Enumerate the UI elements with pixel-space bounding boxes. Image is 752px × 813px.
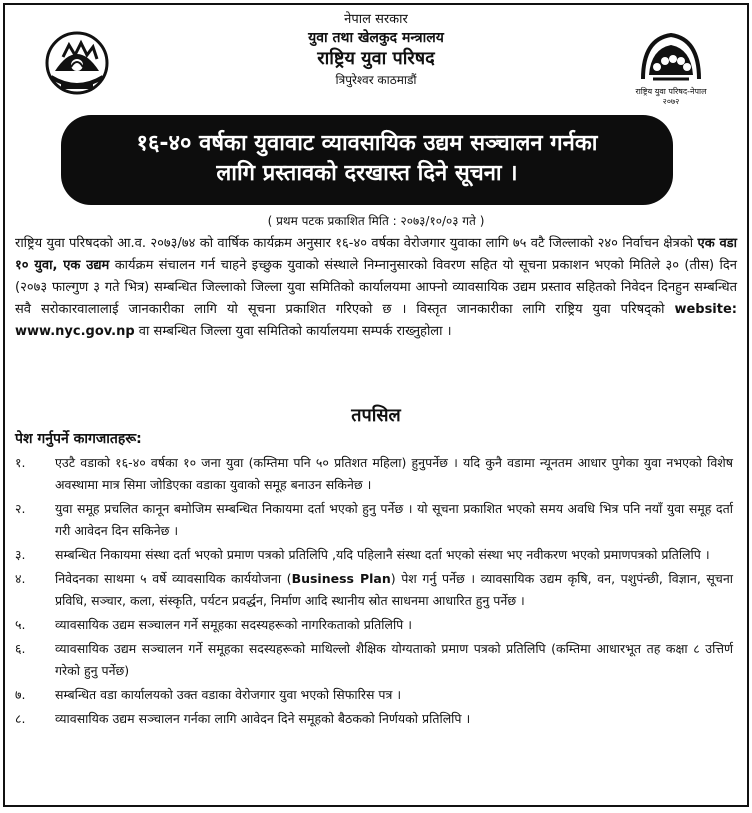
item-number: ४. — [15, 571, 26, 586]
item-number: ७. — [15, 687, 26, 702]
logo-year: २०७२ — [662, 97, 680, 106]
list-item — [15, 498, 733, 542]
list-item — [15, 684, 733, 706]
program-name: एक वडा १० युवा, एक उद्यम — [15, 236, 737, 273]
body-text-3: वा सम्बन्धित जिल्ला युवा समितिको कार्यालयमा सम्पर्क राख्नुहोला । — [134, 324, 452, 339]
notice-page — [3, 3, 749, 807]
list-item — [15, 544, 733, 566]
title-line-1: १६-४० वर्षका युवावाट व्यावसायिक उद्यम सञ्चालन गर्नका — [136, 131, 598, 156]
logo-caption: राष्ट्रिय युवा परिषद-नेपाल — [635, 87, 707, 96]
header — [5, 5, 747, 117]
item-number: ५. — [15, 617, 26, 632]
tapsil-heading: तपसिल — [351, 405, 401, 426]
nyc-logo — [631, 27, 711, 111]
item-text: एउटै वडाको १६-४० वर्षका १० जना युवा (कम्तिमा पनि ५० प्रतिशत महिला) हुनुपर्नेछ । यदि कुनै वडामा न्यूनतम आधार पुगेका युवा नभएको विशेष अवस्थामा मात्र सिमा जोडिएका वडाका युवाको समूह बनाउन सकिनेछ । — [55, 455, 733, 492]
list-item — [15, 452, 733, 496]
item-text: व्यावसायिक उद्यम सञ्चालन गर्ने समूहका सदस्यहरूको नागरिकताको प्रतिलिपि । — [55, 617, 412, 632]
list-item — [15, 638, 733, 682]
documents-list — [15, 452, 733, 732]
body-text-2: कार्यक्रम संचालन गर्न चाहने इच्छुक युवाको संस्थाले निम्नानुसारको विवरण सहित यो सूचना प्रकाशन भएको मितिले ३० (तीस) दिन (२०७३ फाल्गुण ३ गते भित्र) सम्बन्धित जिल्लाको जिल्ला युवा समितिको कार्यालयमा आफ्नो व्यावसायिक उद्यम प्रस्ताव सहितको निवेदन दिनहुन सम्बन्धित सवै सरोकारवालालाई जानकारीका लागि यो सूचना प्रकाशित गरिएको छ । विस्तृत जानकारीका लागि राष्ट्रिय युवा परिषद्को — [15, 258, 737, 317]
item-text: सम्बन्धित निकायमा संस्था दर्ता भएको प्रमाण पत्रको प्रतिलिपि ,यदि पहिलानै संस्था दर्ता भएको संस्था भए नवीकरण भएको प्रमाणपत्रको प्रतिलिपि । — [55, 547, 710, 562]
item-number: १. — [15, 455, 26, 470]
website-link[interactable]: website: www.nyc.gov.np — [15, 302, 737, 339]
documents-heading: पेश गर्नुपर्ने कागजातहरू: — [15, 431, 142, 447]
council-name: राष्ट्रिय युवा परिषद — [317, 48, 435, 69]
item-number: ३. — [15, 547, 26, 562]
item-number: ६. — [15, 641, 26, 656]
ministry-name: युवा तथा खेलकुद मन्त्रालय — [308, 30, 444, 46]
item-number: २. — [15, 501, 26, 516]
notice-title-banner — [61, 115, 673, 205]
notice-body — [15, 233, 737, 343]
item-text — [55, 568, 733, 612]
item-text: व्यावसायिक उद्यम सञ्चालन गर्ने समूहका सदस्यहरूको माथिल्लो शैक्षिक योग्यताको प्रमाण पत्रको प्रतिलिपि (कम्तिमा आधारभूत तह कक्षा ८ उत्तिर्ण गरेको हुनु पर्नेछ) — [55, 641, 733, 678]
nyc-logo-icon — [635, 27, 707, 87]
item-text: व्यावसायिक उद्यम सञ्चालन गर्नका लागि आवेदन दिने समूहको बैठकको निर्णयको प्रतिलिपि । — [55, 711, 471, 726]
publish-date: ( प्रथम पटक प्रकाशित मिति : २०७३/१०/०३ गते ) — [267, 214, 485, 228]
body-text-1: राष्ट्रिय युवा परिषदको आ.व. २०७३/७४ को वार्षिक कार्यक्रम अनुसार १६-४० वर्षका वेरोजगार युवाका लागि ७५ वटै जिल्लाको २४० निर्वाचन क्षेत्रको — [15, 236, 698, 251]
item-text: सम्बन्धित वडा कार्यालयको उक्त वडाका वेरोजगार युवा भएको सिफारिस पत्र । — [55, 687, 402, 702]
list-item — [15, 568, 733, 612]
address: त्रिपुरेश्वर काठमाडौं — [335, 73, 417, 87]
item-text: युवा समूह प्रचलित कानून बमोजिम सम्बन्धित निकायमा दर्ता भएको हुनु पर्नेछ । यो सूचना प्रकाशित भएको समय अवधि भित्र पनि नयाँ युवा समूह दर्ता गरी आवेदन दिन सकिनेछ । — [55, 501, 733, 538]
list-item — [15, 708, 733, 730]
business-plan-label: Business Plan — [291, 571, 391, 586]
title-line-2: लागि प्रस्तावको दरखास्त दिने सूचना । — [216, 161, 518, 186]
item-text-a: निवेदनका साथमा ५ वर्षे व्यावसायिक कार्ययोजना ( — [55, 571, 292, 586]
list-item — [15, 614, 733, 636]
item-number: ८. — [15, 711, 26, 726]
item-text-b: ) पेश गर्नु पर्नेछ । व्यावसायिक उद्यम कृषि, वन, पशुपंन्छी, विज्ञान, सूचना प्रविधि, सञ्चार, कला, संस्कृति, पर्यटन प्रवर्द्धन, निर्माण आदि स्थानीय स्रोत साधनमा आधारित हुनु पर्नेछ । — [55, 571, 733, 608]
gov-name: नेपाल सरकार — [344, 12, 408, 27]
